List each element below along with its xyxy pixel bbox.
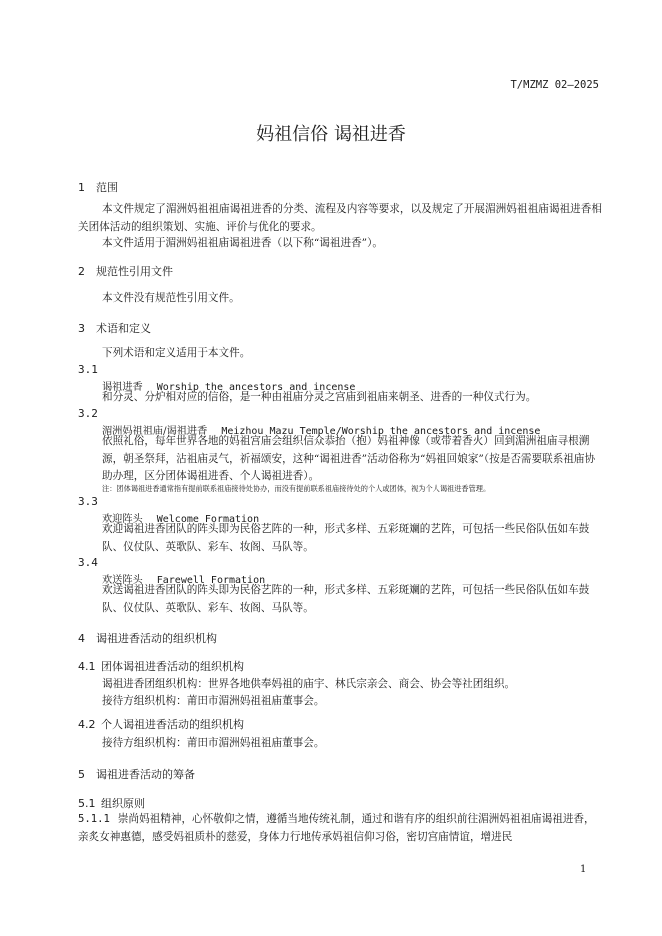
term-definition: 依照礼俗，每年世界各地的妈祖宫庙会组织信众恭抬（抱）妈祖神像（或带着香火）回到湄洲祖庙寻根溯源，朝圣祭拜，沾祖庙灵气，祈福颂安，这种“谒祖进香”活动俗称为“妈祖回娘家”（按是否需要联系祖庙协助办理，区分团体谒祖进香、个人谒祖进香）。 (102, 435, 596, 482)
term-name-zh: 谒祖进香 (102, 382, 143, 393)
term-name-en: Farewell Formation (156, 575, 266, 586)
subsection-number: 5.1 (78, 797, 96, 810)
term-name-en: Worship the ancestors and incense (156, 382, 356, 393)
section-title: 术语和定义 (96, 322, 151, 335)
section-number: 4 (78, 632, 85, 645)
section-number: 3 (78, 322, 85, 335)
organizer-paragraph: 谒祖进香团组织机构：世界各地供奉妈祖的庙宇、林氏宗亲会、商会、协会等社团组织。 (102, 678, 516, 690)
host-paragraph: 接待方组织机构：莆田市湄洲妈祖祖庙董事会。 (102, 737, 325, 749)
term-name-en: Meizhou Mazu Temple/Worship the ancestors and incense (221, 426, 541, 437)
document-code: T/MZMZ 02—2025 (510, 79, 599, 91)
term-number: 3.2 (78, 407, 98, 420)
term-number: 3.1 (78, 363, 98, 376)
section-number: 5 (78, 768, 85, 781)
section-number: 1 (78, 181, 85, 194)
term-name-zh: 欢迎阵头 (102, 514, 143, 525)
section-number: 2 (78, 265, 85, 278)
section-title: 范围 (96, 181, 118, 194)
term-definition: 欢送谒祖进香团队的阵头即为民俗艺阵的一种，形式多样、五彩斑斓的艺阵，可包括一些民俗队伍如车鼓队、仪仗队、英歌队、彩车、妆阁、马队等。 (102, 584, 590, 614)
scope-paragraph-1: 本文件规定了湄洲妈祖祖庙谒祖进香的分类、流程及内容等要求，以及规定了开展湄洲妈祖祖庙谒祖进香相关团体活动的组织策划、实施、评价与优化的要求。 (78, 203, 602, 233)
section-1-heading (78, 179, 118, 195)
section-title: 谒祖进香活动的组织机构 (96, 632, 217, 645)
section-2-heading (78, 263, 173, 279)
terms-intro-paragraph: 下列术语和定义适用于本文件。 (102, 347, 251, 359)
term-number: 3.3 (78, 495, 98, 508)
section-title: 规范性引用文件 (96, 265, 173, 278)
scope-paragraph-2: 本文件适用于湄洲妈祖祖庙谒祖进香（以下称“谒祖进香”）。 (102, 237, 383, 249)
section-4-heading (78, 630, 217, 646)
section-title: 谒祖进香活动的筹备 (96, 768, 195, 781)
subsection-number: 4.1 (78, 660, 96, 673)
normative-references-paragraph: 本文件没有规范性引用文件。 (102, 292, 240, 304)
term-name-zh: 湄洲妈祖祖庙/谒祖进香 (102, 426, 208, 437)
page-title: 妈祖信俗 谒祖进香 (256, 124, 406, 145)
subsection-4-2-heading (78, 716, 244, 732)
host-paragraph: 接待方组织机构：莆田市湄洲妈祖祖庙董事会。 (102, 695, 325, 707)
term-definition: 欢迎谒祖进香团队的阵头即为民俗艺阵的一种，形式多样、五彩斑斓的艺阵，可包括一些民俗队伍如车鼓队、仪仗队、英歌队、彩车、妆阁、马队等。 (102, 523, 590, 553)
subsection-number: 4.2 (78, 718, 96, 731)
subsection-title: 团体谒祖进香活动的组织机构 (101, 660, 244, 673)
term-note: 注：团体谒祖进香通常指有提前联系祖庙接待处协办，而没有提前联系祖庙接待处的个人或团体，视为个人谒祖进香管理。 (102, 484, 491, 493)
term-name-zh: 欢送阵头 (102, 575, 143, 586)
term-number: 3.4 (78, 556, 98, 569)
subsection-4-1-heading (78, 658, 244, 674)
section-3-heading (78, 320, 151, 336)
section-5-heading (78, 766, 195, 782)
subsection-title: 组织原则 (101, 797, 145, 810)
clause-5-1-1 (78, 811, 602, 846)
clause-number: 5.1.1 (78, 813, 110, 825)
subsection-5-1-heading (78, 795, 145, 811)
term-name-en: Welcome Formation (156, 514, 260, 525)
subsection-title: 个人谒祖进香活动的组织机构 (101, 718, 244, 731)
page-number: 1 (580, 864, 587, 875)
term-definition: 和分灵、分炉相对应的信俗，是一种由祖庙分灵之宫庙到祖庙来朝圣、进香的一种仪式行为。 (102, 391, 537, 403)
clause-text: 崇尚妈祖精神，心怀敬仰之情，遵循当地传统礼制，通过和谐有序的组织前往湄洲妈祖祖庙谒祖进香，亲炙女神惠德，感受妈祖质朴的慈爱，身体力行地传承妈祖信仰习俗，密切宫庙情谊，增进民 (78, 813, 595, 843)
